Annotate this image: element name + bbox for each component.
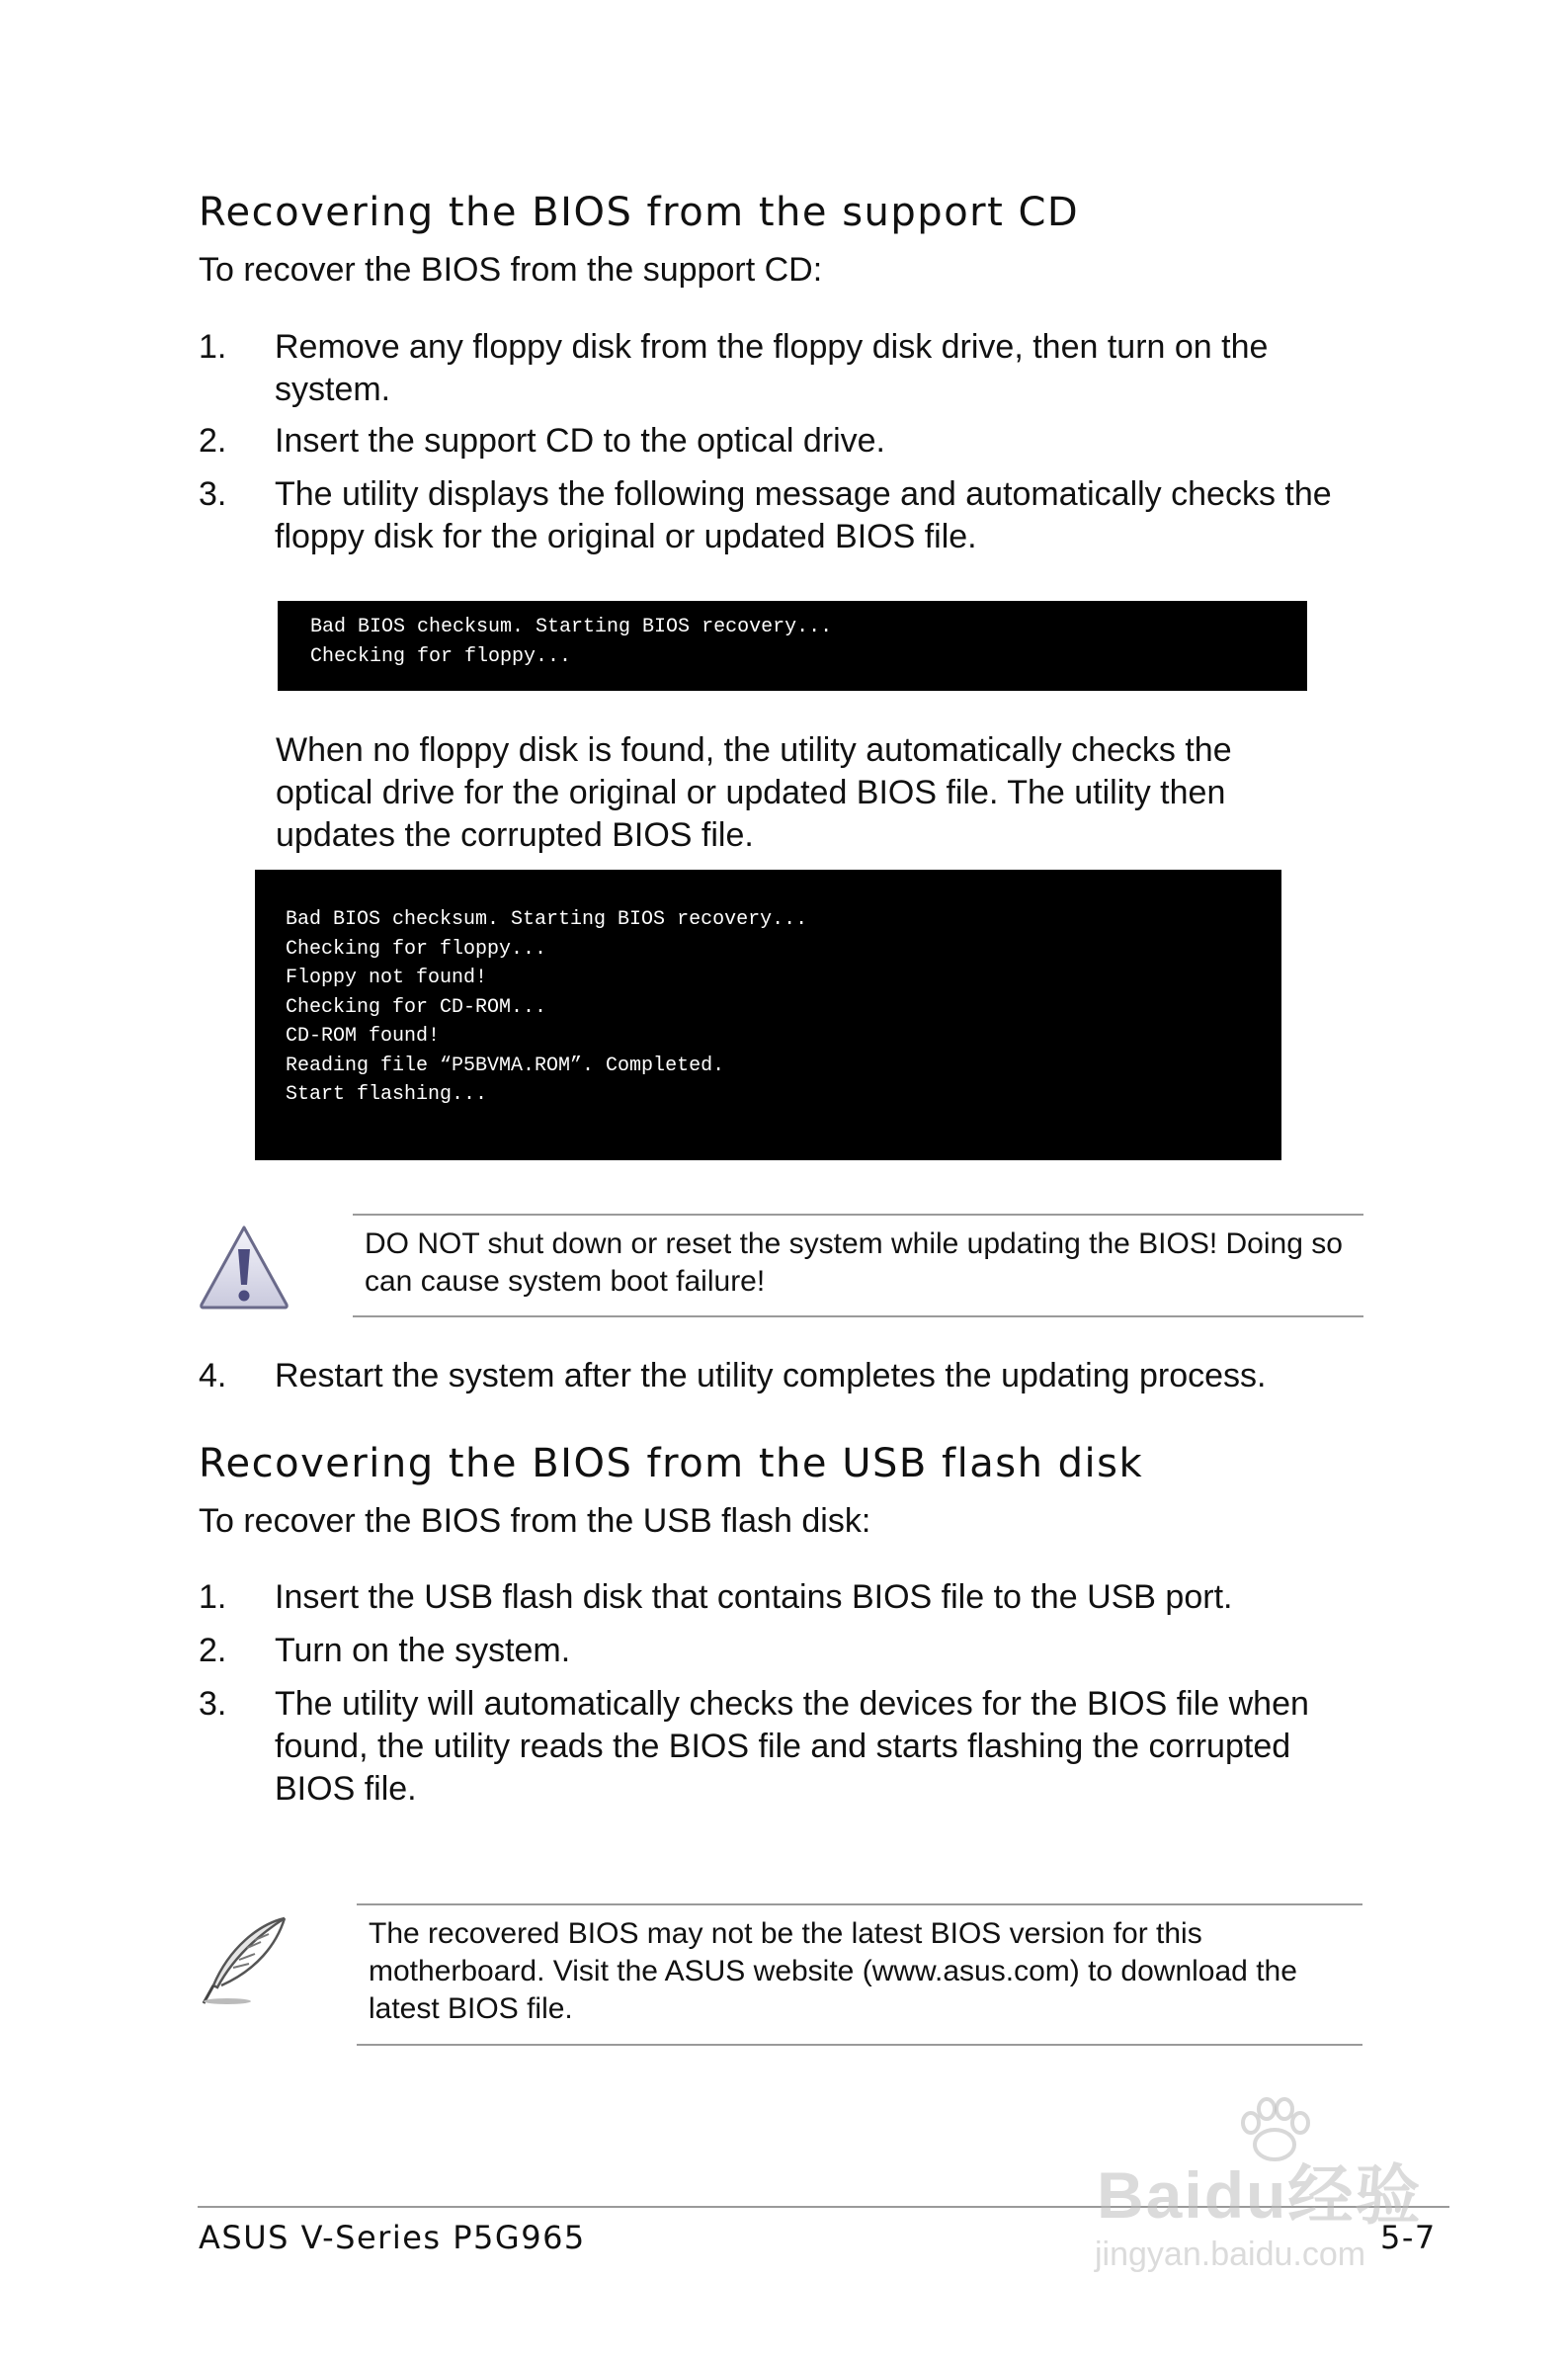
step-number: 3. [199, 475, 227, 513]
terminal-output-1 [278, 601, 1307, 691]
step-number: 2. [199, 422, 227, 460]
list-item [199, 1355, 1384, 1397]
step-text: The utility will automatically checks the devices for the BIOS file when found, the utility reads the BIOS file and starts flashing the corrupted BIOS file. [275, 1685, 1309, 1808]
terminal-line: Checking for CD-ROM... [286, 995, 547, 1019]
terminal-line: Checking for floppy... [310, 644, 572, 668]
list-item [199, 326, 1384, 411]
quill-pen-icon [200, 1914, 290, 2007]
step-text: Restart the system after the utility completes the updating process. [275, 1357, 1267, 1394]
step-number: 1. [199, 328, 227, 366]
step-number: 2. [199, 1632, 227, 1669]
footer-title: ASUS V-Series P5G965 [199, 2219, 586, 2256]
step-text: Insert the support CD to the optical drive. [275, 422, 885, 460]
step-text: Insert the USB flash disk that contains BIOS file to the USB port. [275, 1578, 1233, 1616]
watermark-url: jingyan.baidu.com [1095, 2236, 1366, 2273]
terminal-line: Start flashing... [286, 1083, 488, 1106]
section-intro-usb: To recover the BIOS from the USB flash disk: [199, 1502, 871, 1540]
list-item [199, 1683, 1384, 1811]
step-text: Remove any floppy disk from the floppy disk drive, then turn on the system. [275, 328, 1269, 408]
terminal-output-2 [255, 870, 1281, 1160]
watermark-brand: Baidu经验 [1097, 2158, 1423, 2232]
step-text: The utility displays the following message and automatically checks the floppy disk for the original or updated BIOS file. [275, 475, 1332, 555]
section-intro-support-cd: To recover the BIOS from the support CD: [199, 251, 823, 289]
section-heading-usb: Recovering the BIOS from the USB flash disk [199, 1441, 1144, 1486]
terminal-line: Reading file “P5BVMA.ROM”. Completed. [286, 1054, 725, 1077]
step-number: 1. [199, 1578, 227, 1616]
warning-triangle-icon [198, 1224, 290, 1310]
step-number: 3. [199, 1685, 227, 1723]
list-item [199, 1630, 1384, 1672]
terminal-line: Floppy not found! [286, 967, 488, 989]
step-number: 4. [199, 1357, 227, 1394]
list-item [199, 1576, 1384, 1619]
terminal-line: Bad BIOS checksum. Starting BIOS recovery... [310, 616, 833, 638]
terminal-line: CD-ROM found! [286, 1025, 441, 1048]
warning-text: DO NOT shut down or reset the system while updating the BIOS! Doing so can cause system boot failure! [365, 1227, 1343, 1298]
note-notice [357, 1903, 1362, 2046]
page-number: 5-7 [1380, 2219, 1437, 2256]
warning-notice [353, 1214, 1363, 1317]
list-item [199, 420, 1384, 463]
body-paragraph: When no floppy disk is found, the utility automatically checks the optical drive for the original or updated BIOS file. The utility then updates the corrupted BIOS file. [276, 731, 1232, 854]
terminal-line: Bad BIOS checksum. Starting BIOS recovery... [286, 908, 808, 931]
terminal-line: Checking for floppy... [286, 937, 547, 961]
note-text: The recovered BIOS may not be the latest BIOS version for this motherboard. Visit the ASUS website (www.asus.com) to download the latest BIOS file. [369, 1917, 1297, 2025]
section-heading-support-cd: Recovering the BIOS from the support CD [199, 190, 1080, 235]
list-item [199, 473, 1384, 558]
step-text: Turn on the system. [275, 1632, 571, 1669]
